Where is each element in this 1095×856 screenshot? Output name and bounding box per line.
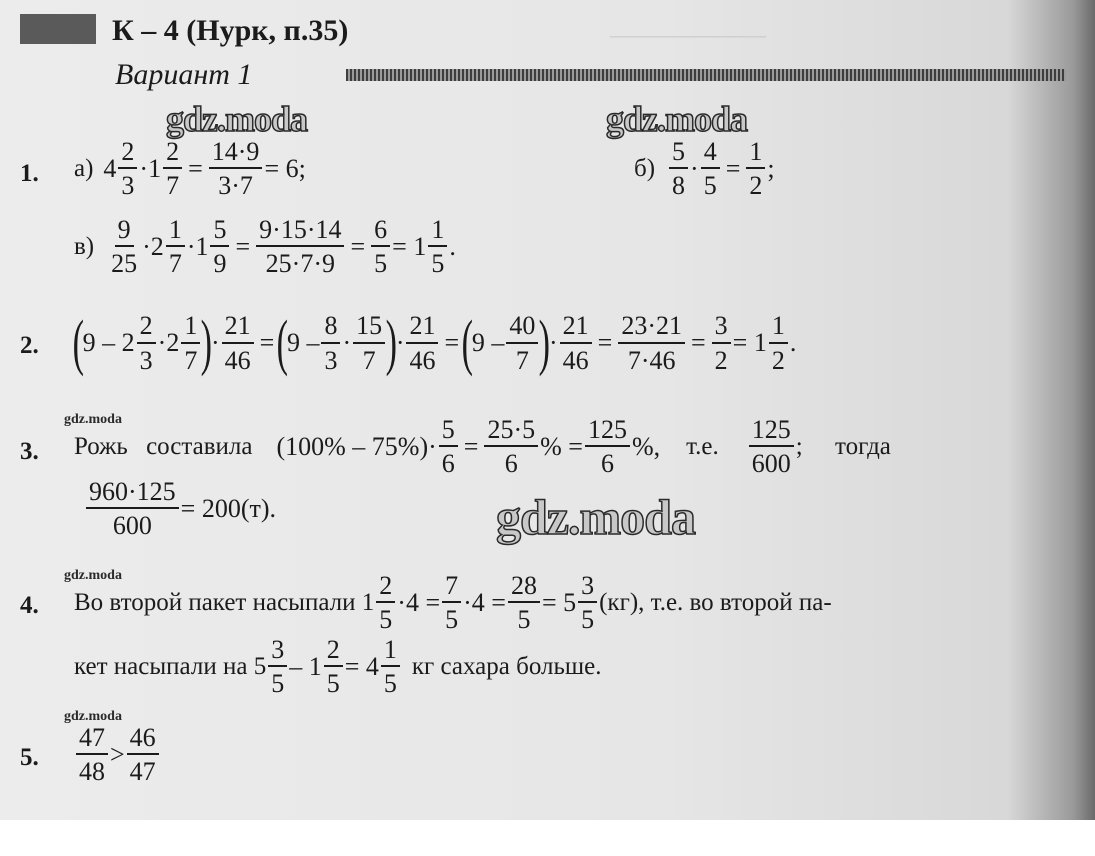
fraction: $\frac{5}{9}$	[210, 216, 229, 278]
watermark-small-4: gdz.moda	[64, 568, 122, 583]
problem-3-number: 3.	[20, 438, 39, 465]
fraction: $\frac{25\cdot 5}{6}$	[484, 416, 538, 478]
fraction: $\frac{40}{7}$	[506, 312, 538, 374]
problem-1-number: 1.	[20, 160, 39, 187]
fraction: $\frac{15}{7}$	[353, 312, 385, 374]
fraction: $\frac{2}{3}$	[118, 138, 137, 200]
problem-2-expression: ( 9 – 2 $\frac{2}{3}$ ·2 $\frac{1}{7}$ ) · $\frac{21}{46}$ = ( 9 – $\frac{8}{3}$ · $\frac{15}{7}$ ) · $\frac{21}{46}$ = ( 9 – $\frac{40}{7}$ ) · $\frac{21}{46}$ = $\frac{23\cdot 21}{7\cdot 46}$ = $\frac{3}{2}$ = 1 $\frac{1}{2}$ .	[72, 309, 797, 377]
fraction: $\frac{3}{5}$	[578, 572, 597, 634]
problem-4-line-2	[74, 636, 601, 698]
fraction: $\frac{1}{5}$	[428, 216, 447, 278]
fraction: $\frac{21}{46}$	[406, 312, 438, 374]
fraction: $\frac{5}{6}$	[439, 416, 458, 478]
fraction: $\frac{9}{25}$	[111, 215, 138, 279]
equals: =	[235, 231, 251, 261]
variant-heading: Вариант 1	[115, 58, 253, 91]
label-v: в)	[74, 232, 95, 260]
operator: ·2	[142, 231, 164, 261]
fraction: $\frac{1}{2}$	[769, 312, 788, 374]
fraction: $\frac{4}{5}$	[701, 138, 720, 200]
page-title: К – 4 (Нурк, п.35)	[112, 14, 349, 47]
percent: %,	[631, 431, 661, 461]
term: 9 – 2	[82, 328, 135, 357]
fraction: $\frac{23\cdot 21}{7\cdot 46}$	[618, 312, 685, 374]
label-a: а)	[74, 154, 94, 182]
problem-4-line-1	[74, 572, 832, 634]
problem-2-number: 2.	[20, 332, 39, 359]
fraction: $\frac{8}{3}$	[321, 312, 340, 374]
fraction: $\frac{1}{7}$	[181, 312, 200, 374]
equals: =	[597, 328, 613, 357]
operator: – 1	[289, 651, 322, 681]
end-mark: ;	[767, 153, 775, 183]
whole: 4	[103, 153, 117, 183]
paren-open: (	[72, 309, 85, 377]
fraction: $\frac{28}{5}$	[508, 572, 540, 634]
operator: ·	[690, 153, 699, 183]
greater-than: >	[110, 739, 125, 769]
problem-5-number: 5.	[20, 744, 39, 771]
problem-5-expression	[74, 724, 161, 786]
fraction: $\frac{1}{7}$	[166, 216, 185, 278]
fraction: $\frac{5}{8}$	[669, 138, 688, 200]
fraction: $\frac{1}{2}$	[746, 138, 765, 200]
fraction: $\frac{21}{46}$	[560, 312, 592, 374]
fraction: $\frac{2}{5}$	[376, 572, 395, 634]
paren-close: )	[200, 309, 213, 377]
paren-close: )	[385, 309, 398, 377]
watermark-small-5: gdz.moda	[64, 709, 122, 724]
fraction: $\frac{2}{3}$	[137, 312, 156, 374]
fraction: $\frac{3}{5}$	[268, 636, 287, 698]
fraction: $\frac{21}{46}$	[222, 312, 254, 374]
fraction: $\frac{960\cdot 125}{600}$	[86, 478, 179, 540]
text: кг сахара больше.	[411, 652, 602, 680]
fraction: $\frac{125}{6}$	[585, 416, 630, 478]
fraction: $\frac{9\cdot 15\cdot 14}{25\cdot 7\cdot 9}$	[256, 216, 344, 278]
problem-4-number: 4.	[20, 592, 39, 619]
operator: = 5	[541, 587, 577, 617]
watermark-center: gdz.moda	[496, 489, 695, 545]
paren-close: )	[538, 309, 551, 377]
percent: % =	[540, 431, 583, 461]
end-mark: .	[789, 328, 797, 357]
operator: ·1	[139, 153, 162, 183]
result: = 200(т).	[180, 493, 277, 523]
equals: =	[463, 431, 479, 461]
operator: ·4 =	[463, 587, 506, 617]
operator: ·4 =	[397, 587, 441, 617]
operator: ·2	[157, 328, 180, 357]
term: 9 –	[286, 328, 320, 357]
text: ; тогда	[795, 432, 891, 460]
fraction: $\frac{6}{5}$	[371, 216, 390, 278]
fraction: $\frac{3}{2}$	[712, 312, 731, 374]
text: Рожь составила	[74, 432, 253, 460]
header-bar	[20, 14, 96, 44]
fraction: $\frac{2}{7}$	[163, 138, 182, 200]
header-rule	[346, 69, 1066, 81]
text: кет насыпали на 5	[74, 652, 267, 680]
problem-3-line-1	[74, 416, 891, 478]
bleed-through-text: ——————	[610, 20, 766, 49]
operator: ·	[342, 328, 352, 357]
text: Во второй пакет насыпали 1	[74, 588, 375, 616]
fraction: $\frac{46}{47}$	[127, 724, 159, 786]
text: (кг), т.е. во второй па-	[599, 588, 832, 616]
fraction: $\frac{1}{5}$	[381, 636, 400, 698]
equals: =	[690, 328, 706, 357]
equals: =	[725, 153, 741, 183]
fraction: $\frac{47}{48}$	[76, 724, 108, 786]
watermark-top-left: gdz.moda	[166, 99, 308, 139]
problem-1a	[74, 138, 306, 200]
operator: ·1	[186, 231, 209, 261]
watermark-top-right: gdz.moda	[606, 99, 748, 139]
problem-1v	[74, 216, 456, 278]
equals: =	[350, 231, 366, 261]
equals: =	[259, 328, 275, 357]
text: т.е.	[686, 432, 719, 460]
paren-open: (	[461, 309, 474, 377]
operator: = 4	[344, 651, 379, 681]
term: 9 –	[471, 328, 505, 357]
problem-3-line-2	[84, 478, 276, 540]
equals: = 1	[392, 231, 427, 261]
watermark-small-3: gdz.moda	[64, 412, 122, 427]
fraction: $\frac{125}{600}$	[749, 416, 794, 478]
end-mark: .	[449, 231, 456, 261]
equals: =	[188, 153, 203, 183]
problem-1b	[634, 138, 775, 200]
result: = 6;	[264, 153, 306, 183]
paren-open: (	[276, 309, 289, 377]
equals: = 1	[732, 328, 767, 357]
term: (100% – 75%)·	[276, 431, 437, 461]
equals: =	[444, 328, 460, 357]
fraction: $\frac{2}{5}$	[324, 636, 343, 698]
fraction: $\frac{7}{5}$	[442, 572, 461, 634]
bottom-margin	[0, 820, 1095, 856]
label-b: б)	[634, 154, 656, 182]
fraction: $\frac{14\cdot 9}{3\cdot 7}$	[209, 138, 263, 200]
